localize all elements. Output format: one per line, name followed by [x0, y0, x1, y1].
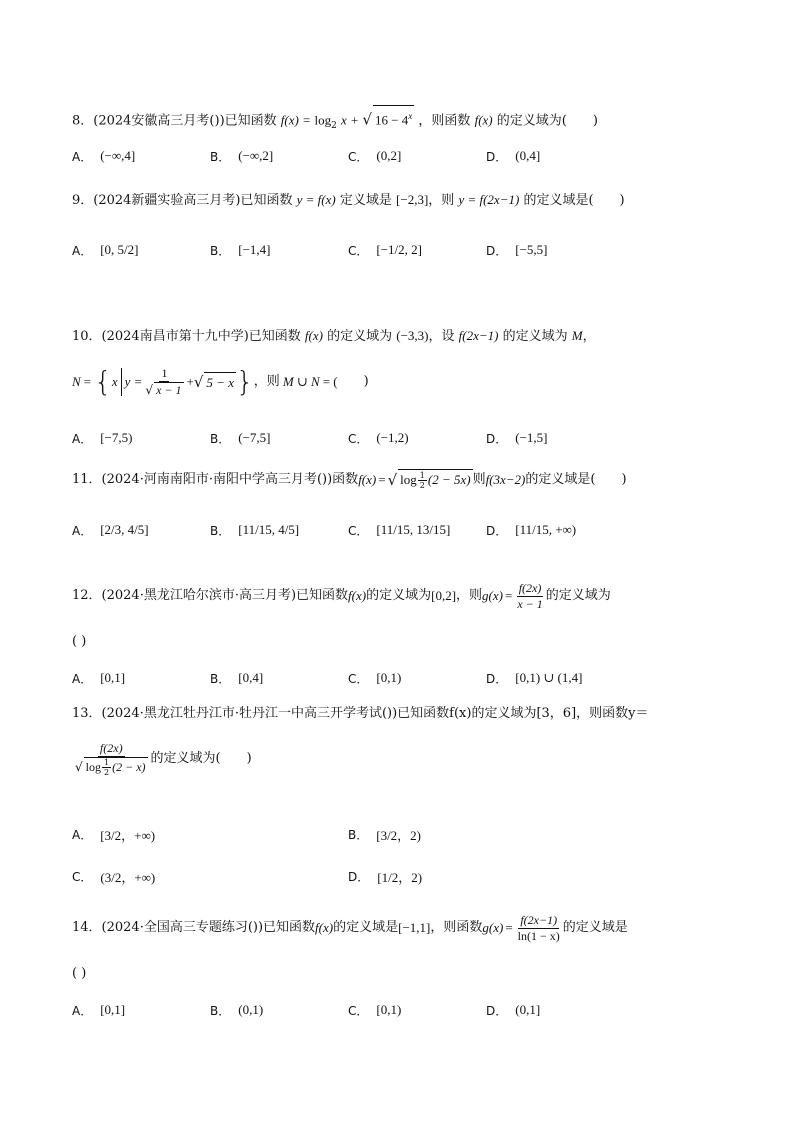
option-value: [0,1) — [376, 670, 402, 685]
question-13 — [72, 704, 712, 724]
question-8 — [72, 105, 712, 136]
var-x: x — [340, 112, 347, 128]
option-label: B． — [348, 827, 369, 842]
option-label: B． — [210, 1003, 231, 1018]
f-x: f(x) — [348, 588, 367, 603]
q9-text-2: ，则 — [428, 193, 455, 208]
union: M ∪ N — [282, 374, 320, 389]
equals: = — [83, 374, 92, 389]
equals: = — [378, 472, 386, 487]
q8-text: ，则函数 — [418, 113, 471, 129]
option-value: [11/15, 13/15] — [376, 522, 451, 537]
f-2x-1: f(2x−1) — [458, 328, 499, 343]
fraction — [516, 913, 562, 944]
numerator: f(2x−1) — [520, 912, 558, 927]
f-x-2: f(x) — [474, 112, 493, 128]
denominator: x − 1 — [156, 383, 182, 397]
fraction — [515, 581, 544, 612]
option-label: B． — [210, 149, 231, 164]
option-value: [3/2，+∞) — [100, 827, 156, 843]
option-label: C． — [348, 523, 369, 538]
question-9 — [72, 190, 712, 211]
left-brace: { — [94, 365, 112, 398]
q14-text: 的定义域是 — [333, 920, 399, 935]
exponent: x — [408, 111, 413, 121]
option-a[interactable] — [72, 656, 125, 700]
option-value: (0,1) — [238, 1002, 264, 1017]
option-value: (−∞,4] — [100, 148, 136, 163]
q8-close: ) — [592, 113, 598, 129]
set-m: M — [571, 328, 583, 343]
radical-icon: √ — [387, 471, 398, 489]
option-value: [11/15, +∞) — [515, 522, 577, 537]
q8-text-2: 的定义域为( — [496, 113, 567, 129]
base-num: 1 — [104, 758, 110, 767]
q12-text: 的定义域为 — [366, 588, 432, 603]
question-8-source: 8．(2024安徽高三月考())已知函数 — [72, 113, 277, 129]
option-b[interactable] — [210, 134, 273, 178]
q12-text-3: 的定义域为 — [545, 588, 611, 603]
question-12 — [72, 578, 712, 614]
option-d[interactable] — [348, 854, 422, 898]
option-label: D． — [486, 671, 508, 686]
question-10-options — [72, 416, 712, 460]
option-value: (0,1] — [515, 1002, 541, 1017]
question-9-source: 9．(2024新疆实验高三月考)已知函数 — [72, 193, 293, 208]
q9-domain: [−2,3] — [396, 192, 429, 207]
question-14-source: 14．(2024·全国高三专题练习())已知函数 — [72, 920, 316, 935]
option-a[interactable] — [72, 416, 132, 460]
option-label: D． — [348, 869, 370, 884]
option-c[interactable] — [348, 508, 450, 552]
option-d[interactable] — [486, 656, 582, 700]
question-13-options-row-1 — [72, 812, 712, 856]
option-value: [2/3, 4/5] — [100, 522, 149, 537]
option-b[interactable] — [210, 988, 263, 1032]
set-var: x — [111, 374, 118, 389]
f-x: f(x) — [280, 112, 299, 128]
option-label: B． — [210, 243, 231, 258]
question-14-paren — [72, 964, 712, 984]
log-base: 2 — [331, 120, 337, 131]
option-value: [−5,5] — [515, 242, 548, 257]
option-value: [0,1] — [100, 1002, 126, 1017]
question-9-options — [72, 228, 712, 272]
option-d[interactable] — [486, 508, 576, 552]
question-12-options — [72, 656, 712, 700]
q10-text-2: ，设 — [428, 329, 455, 344]
option-value: (−1,2) — [376, 430, 409, 445]
question-8-options — [72, 134, 712, 178]
f-x: f(x) — [304, 328, 323, 343]
q11-close: ) — [621, 472, 627, 487]
option-value: [0,1) ∪ (1,4] — [515, 670, 583, 685]
option-label: D． — [486, 149, 508, 164]
option-label: B． — [210, 431, 231, 446]
option-value: [3/2，2) — [376, 827, 422, 843]
option-c[interactable] — [348, 228, 422, 272]
base-den: 2 — [104, 768, 110, 777]
option-label: C． — [348, 149, 369, 164]
f-x: f(x) — [358, 472, 377, 487]
set-n: N — [72, 374, 81, 389]
f-3x-2: f(3x−2) — [485, 472, 526, 487]
option-b[interactable] — [210, 228, 270, 272]
option-label: D． — [486, 1003, 508, 1018]
log-arg: (2 − x) — [112, 760, 146, 774]
equals: = — [302, 112, 311, 128]
option-label: A． — [72, 671, 93, 686]
option-value: [0,4] — [238, 670, 264, 685]
option-value: [0, 5/2] — [100, 242, 139, 257]
q13-close: ) — [246, 751, 252, 766]
q9-text: 定义域是 — [339, 193, 392, 208]
option-label: A． — [72, 523, 93, 538]
option-b[interactable] — [210, 416, 270, 460]
option-d[interactable] — [486, 134, 540, 178]
set-divider — [121, 368, 122, 396]
option-c[interactable] — [348, 416, 409, 460]
option-a[interactable] — [72, 812, 155, 856]
option-value: [−1/2, 2] — [376, 242, 422, 257]
q12-text-2: ，则 — [456, 588, 483, 603]
question-12-paren — [72, 632, 712, 652]
question-13-options-row-2 — [72, 854, 712, 898]
option-label: A． — [72, 431, 93, 446]
radicand: 16 − 4 — [374, 112, 409, 128]
option-label: A． — [72, 827, 93, 842]
option-value: (0,2] — [376, 148, 402, 163]
option-value: (−1,5] — [515, 430, 548, 445]
option-label: B． — [210, 523, 231, 538]
g-x: g(x) — [482, 920, 504, 935]
q10-text-4: ，则 — [253, 374, 280, 389]
option-label: C． — [72, 869, 93, 884]
question-14 — [72, 910, 712, 946]
question-10-line-2 — [72, 360, 712, 404]
option-b[interactable] — [210, 656, 263, 700]
option-c[interactable] — [348, 988, 401, 1032]
question-14-options — [72, 988, 712, 1032]
f-x: f(x) — [315, 920, 334, 935]
log-arg: (2 − 5x) — [427, 472, 471, 487]
option-c[interactable] — [348, 656, 401, 700]
equals: = — [504, 588, 513, 603]
option-value: (3/2，+∞) — [100, 869, 156, 885]
question-13-line-2 — [72, 736, 712, 782]
log: log — [314, 112, 332, 128]
question-12-source: 12．(2024·黑龙江哈尔滨市·高三月考)已知函数 — [72, 588, 349, 603]
plus: + — [350, 112, 359, 128]
radical-icon: √ — [145, 383, 154, 397]
q11-text: 则 — [472, 472, 486, 487]
option-label: D． — [486, 431, 508, 446]
right-brace: } — [235, 365, 254, 398]
option-label: A． — [72, 1003, 93, 1018]
numerator: 1 — [161, 366, 168, 380]
option-b[interactable] — [348, 812, 421, 856]
option-a[interactable] — [72, 134, 135, 178]
fraction — [143, 366, 185, 398]
option-b[interactable] — [210, 508, 299, 552]
option-value: (−7,5] — [238, 430, 271, 445]
question-10: 10．(2024南昌市第十九中学)已知函数 f(x) 的定义域为 (−3,3)，设 f(2x−1) 的定义域为 M， — [72, 328, 596, 344]
question-10-source: 10．(2024南昌市第十九中学)已知函数 — [72, 329, 301, 344]
option-label: C． — [348, 431, 369, 446]
option-value: (−∞,2] — [238, 148, 274, 163]
denominator: x − 1 — [517, 596, 543, 611]
option-d[interactable] — [486, 228, 548, 272]
radical-icon: √ — [193, 373, 204, 391]
answer-paren: ( ) — [72, 966, 87, 981]
option-value: [−7,5) — [100, 430, 133, 445]
option-d[interactable] — [486, 416, 548, 460]
option-label: C． — [348, 1003, 369, 1018]
question-11 — [72, 462, 712, 498]
plus: + — [186, 374, 194, 389]
q9-text-3: 的定义域是( — [523, 193, 594, 208]
option-value: [−1,4] — [238, 242, 271, 257]
option-a[interactable] — [72, 988, 125, 1032]
option-value: [1/2，2) — [377, 869, 423, 885]
radical-icon: √ — [362, 110, 372, 129]
q10-domain: (−3,3) — [396, 328, 429, 343]
g-x: g(x) — [482, 588, 503, 603]
option-label: C． — [348, 671, 369, 686]
option-value: (0,4] — [515, 148, 541, 163]
q13-text: 的定义域为( — [150, 751, 221, 766]
q12-domain: [0,2] — [431, 588, 457, 603]
option-c[interactable] — [72, 854, 155, 898]
option-label: A． — [72, 243, 93, 258]
numerator: f(2x) — [99, 741, 123, 755]
q10-text: 的定义域为 — [327, 329, 393, 344]
option-label: A． — [72, 149, 93, 164]
option-label: D． — [486, 523, 508, 538]
option-label: B． — [210, 671, 231, 686]
eq-paren: = ( — [322, 374, 338, 389]
base-num: 1 — [419, 471, 425, 480]
option-label: D． — [486, 243, 508, 258]
option-a[interactable] — [72, 228, 139, 272]
y-eq: y = — [124, 374, 143, 389]
question-13-source: 13．(2024·黑龙江牡丹江市·牡丹江一中高三开学考试())已知函数f(x)的定义域为[3，6]，则函数y＝ — [72, 706, 649, 721]
q14-domain: [−1,1] — [398, 920, 431, 935]
denominator: ln(1 − x) — [517, 928, 560, 943]
numerator: f(2x) — [518, 580, 542, 595]
q14-text-2: ，则函数 — [430, 920, 483, 935]
option-d[interactable] — [486, 988, 540, 1032]
q10-close: ) — [363, 374, 369, 389]
answer-paren: ( ) — [72, 634, 87, 649]
fraction — [73, 741, 150, 777]
option-a[interactable] — [72, 508, 149, 552]
y-eq-fx: y = f(x) — [296, 192, 336, 207]
base-den: 2 — [419, 481, 425, 490]
option-label: C． — [348, 243, 369, 258]
equals: = — [505, 920, 513, 935]
log: log — [85, 760, 101, 774]
question-11-source: 11．(2024·河南南阳市·南阳中学高三月考())函数 — [72, 472, 359, 487]
radicand: 5 − x — [204, 372, 236, 393]
option-c[interactable] — [348, 134, 401, 178]
q11-text-2: 的定义域是( — [525, 472, 596, 487]
q9-close: ) — [619, 193, 625, 208]
question-11-options — [72, 508, 712, 552]
q10-text-3: 的定义域为 — [502, 329, 568, 344]
option-value: [11/15, 4/5] — [238, 522, 300, 537]
log: log — [400, 472, 417, 487]
y-eq-f2x1: y = f(2x−1) — [458, 192, 520, 207]
radical-icon: √ — [75, 760, 83, 774]
option-value: [0,1] — [100, 670, 126, 685]
option-value: [0,1) — [376, 1002, 402, 1017]
q14-text-3: 的定义域是 — [562, 920, 628, 935]
